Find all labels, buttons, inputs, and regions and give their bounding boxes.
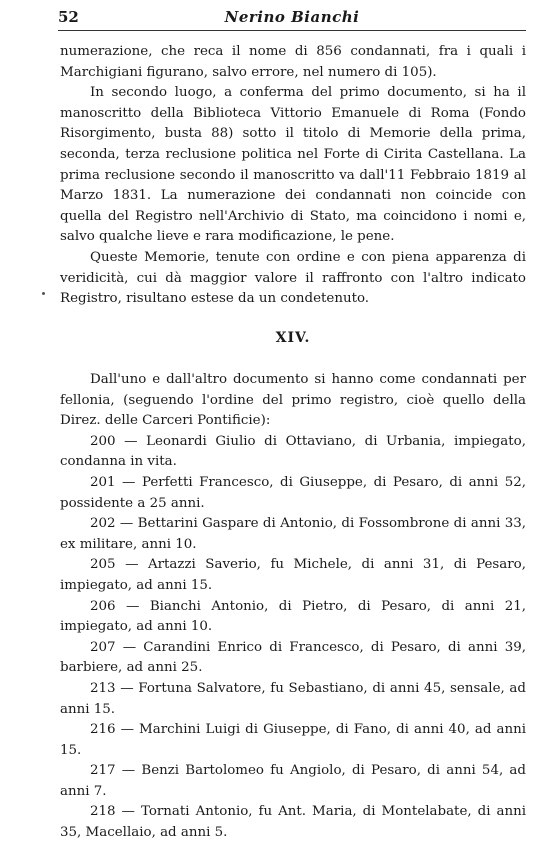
list-item: 218 — Tornati Antonio, fu Ant. Maria, di Montelabate, di anni 35, Macellaio, ad anni 5. (60, 804, 526, 841)
page-header (58, 8, 526, 30)
body-text (60, 42, 526, 310)
list-item: 216 — Marchini Luigi di Giuseppe, di Fano, di anni 40, ad anni 15. (60, 722, 526, 758)
entry-list (60, 370, 526, 844)
list-item: 206 — Bianchi Antonio, di Pietro, di Pesaro, di anni 21, impiegato, ad anni 10. (60, 598, 526, 635)
list-item: 202 — Bettarini Gaspare di Antonio, di Fossombrone di anni 33, ex militare, anni 10. (60, 516, 526, 552)
list-item: 213 — Fortuna Salvatore, fu Sebastiano, di anni 45, sensale, ad anni 15. (60, 680, 526, 717)
list-item: 205 — Artazzi Saverio, fu Michele, di anni 31, di Pesaro, impiegato, ad anni 15. (60, 557, 526, 593)
running-title: Nerino Bianchi (224, 8, 360, 26)
paragraph: Queste Memorie, tenute con ordine e con piena apparenza di veridicità, cui dà maggior valore il raffronto con l'altro indicato Registro, risultano estese da un condetenuto. (60, 249, 526, 307)
intro-paragraph: Dall'uno e dall'altro documento si hanno come condannati per fellonia, (seguendo l'ordine del primo registro, cioè quello della Direz. delle Carceri Pontificie): (60, 372, 526, 429)
list-item: 201 — Perfetti Francesco, di Giuseppe, di Pesaro, di anni 52, possidente a 25 anni. (60, 474, 526, 511)
list-item: 200 — Leonardi Giulio di Ottaviano, di Urbania, impiegato, condanna in vita. (60, 433, 526, 470)
margin-dot (42, 292, 45, 295)
paragraph: In secondo luogo, a conferma del primo documento, si ha il manoscritto della Biblioteca Vittorio Emanuele di Roma (Fondo Risorgimento, busta 88) sotto il titolo di Memorie della prima, seconda, terza reclusione politica nel Forte di Cirita Castellana. La prima reclusione secondo il manoscritto va dall'11 Febbraio 1819 al Marzo 1831. La numerazione dei condannati non coincide con quella del Registro nell'Archivio di Stato, ma coincidono i nomi e, salvo qualche lieve e rara modificazione, le pene. (60, 85, 526, 245)
list-item: 217 — Benzi Bartolomeo fu Angiolo, di Pesaro, di anni 54, ad anni 7. (60, 763, 526, 799)
page-number: 52 (58, 8, 79, 26)
paragraph: numerazione, che reca il nome di 856 condannati, fra i quali i Marchigiani figurano, salvo errore, nel numero di 105). (60, 44, 526, 80)
header-rule (58, 30, 526, 31)
list-item: 207 — Carandini Enrico di Francesco, di Pesaro, di anni 39, barbiere, ad anni 25. (60, 639, 526, 676)
section-heading: XIV. (275, 330, 311, 346)
